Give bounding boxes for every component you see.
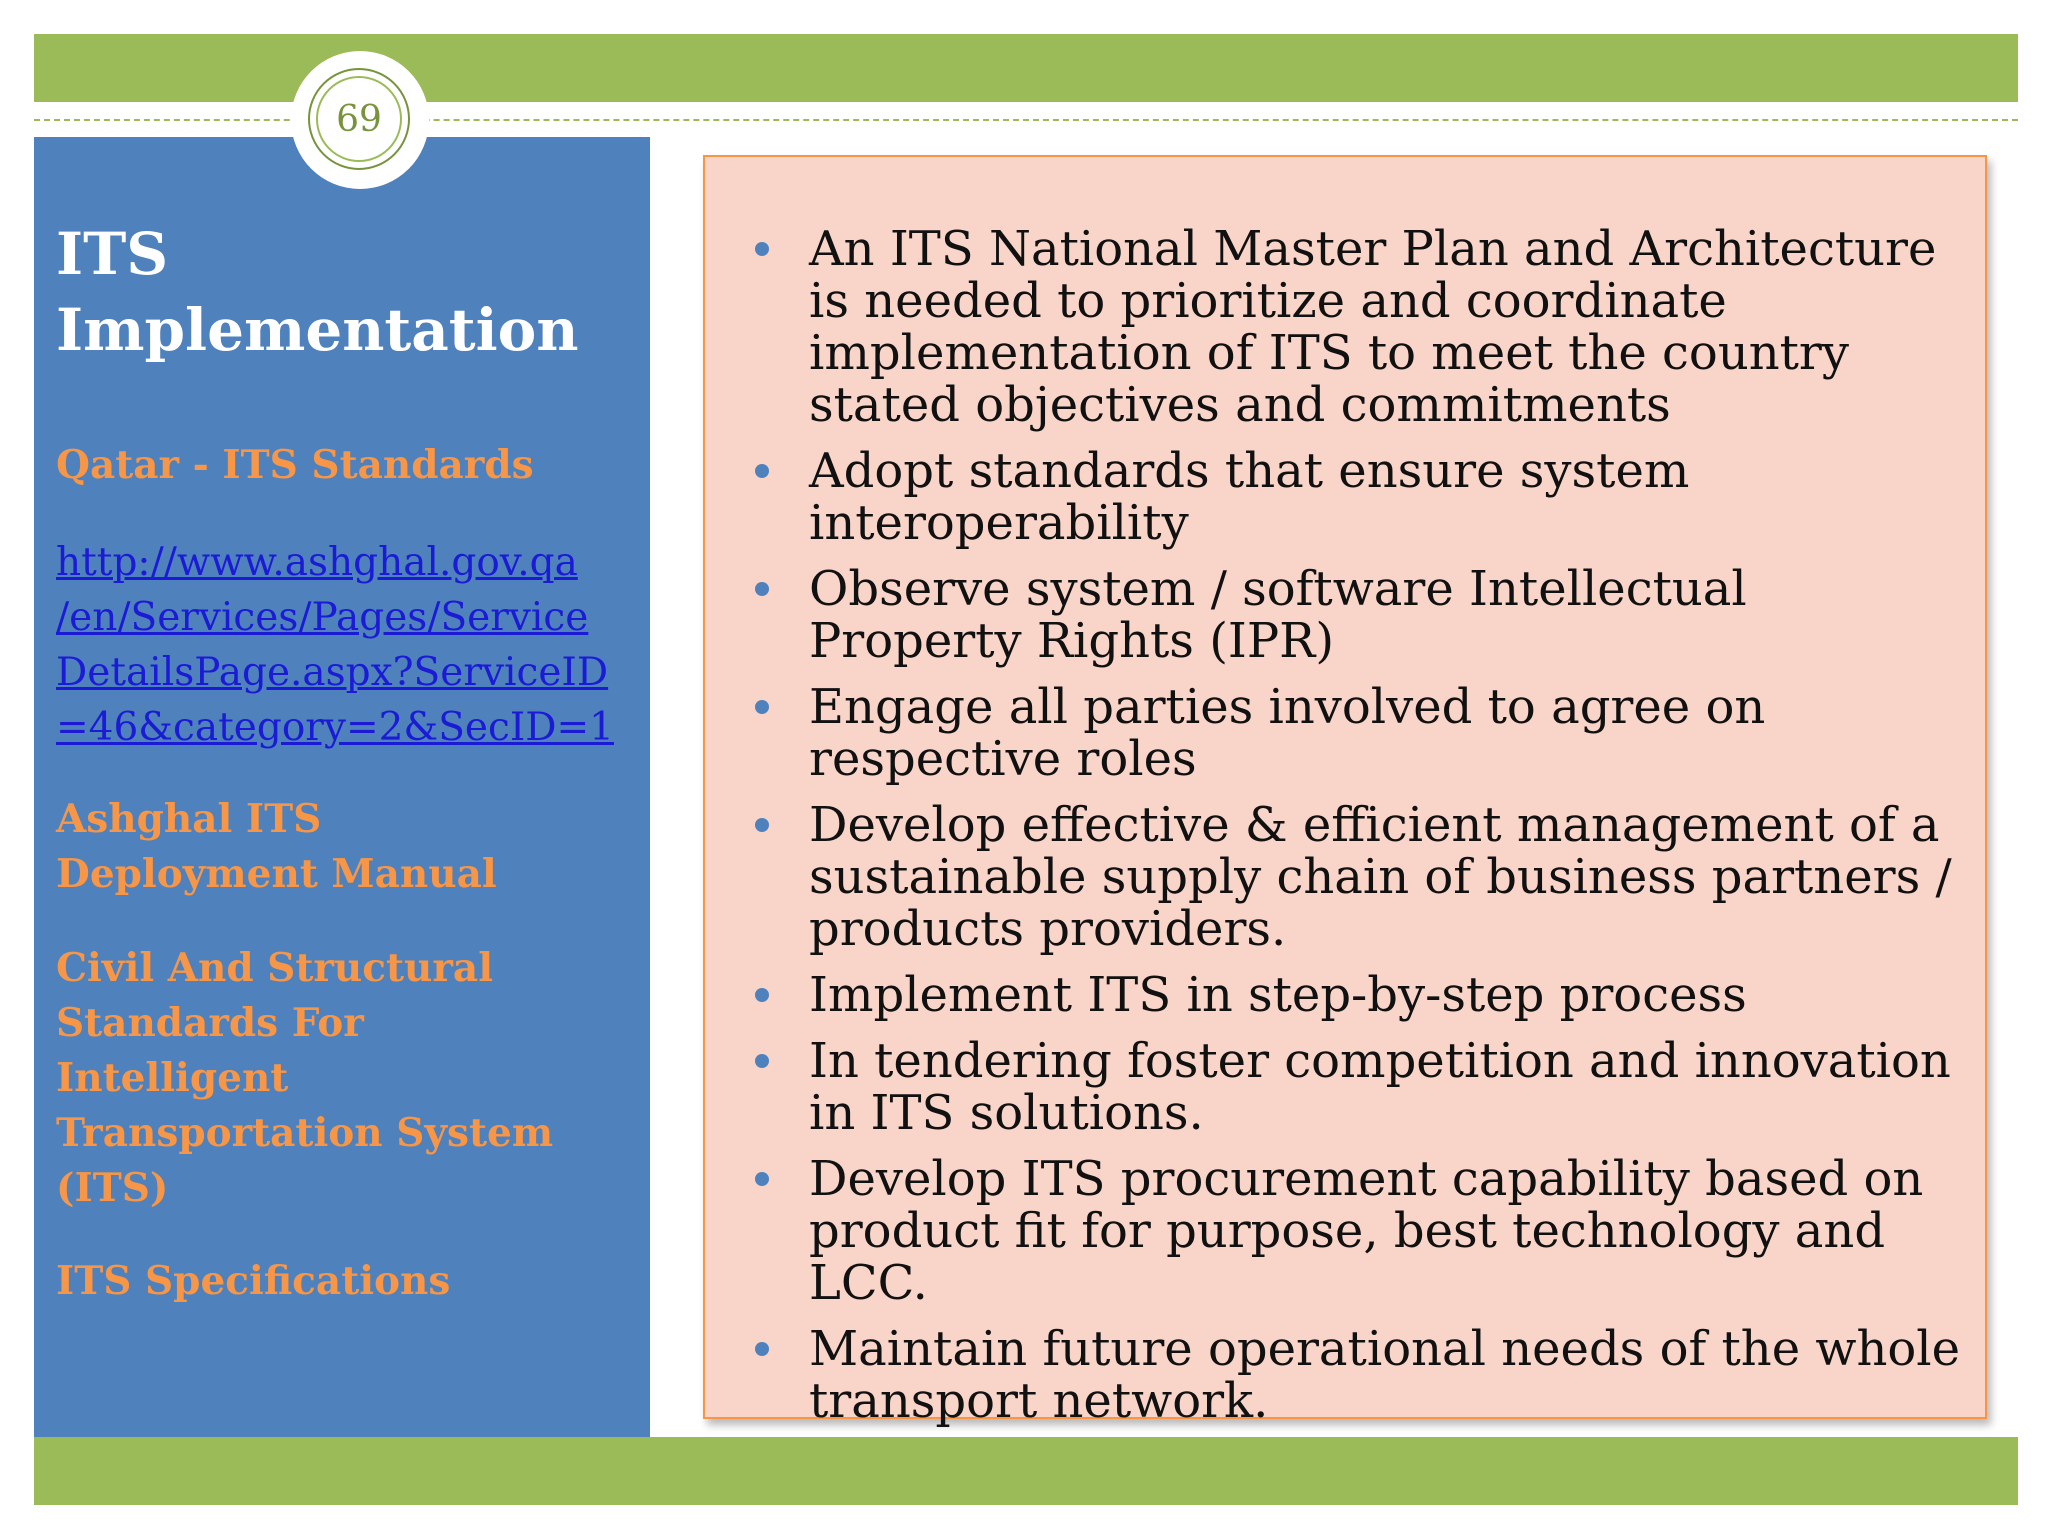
bullet-icon [755, 700, 769, 714]
bullet-icon [755, 1054, 769, 1068]
panel-title: ITS Implementation [56, 220, 579, 364]
bullet-icon [755, 242, 769, 256]
bullet-text: Develop effective & efficient management of a sustainable supply chain of business partners / products providers. [809, 797, 1952, 957]
bullet-item [755, 1035, 1970, 1139]
reference-civil-structural-standards: Civil And Structural Standards For Intelligent Transportation System (ITS) [56, 945, 554, 1211]
bullet-text: Observe system / software Intellectual Property Rights (IPR) [809, 561, 1747, 669]
bullet-text: Develop ITS procurement capability based on product fit for purpose, best technology and LCC. [809, 1151, 1924, 1311]
bullet-item [755, 799, 1970, 955]
bullet-item [755, 681, 1970, 785]
bullet-item [755, 969, 1970, 1021]
bullet-item [755, 563, 1970, 667]
bullet-icon [755, 582, 769, 596]
bullet-text: Maintain future operational needs of the whole transport network. [809, 1321, 1961, 1429]
ashghal-service-link[interactable]: http://www.ashghal.gov.qa /en/Services/Pages/Service DetailsPage.aspx?ServiceID =46&category=2&SecID=1 [56, 540, 614, 750]
bullet-text: In tendering foster competition and innovation in ITS solutions. [809, 1033, 1951, 1141]
page-number-ring [308, 68, 410, 170]
bullet-icon [755, 1172, 769, 1186]
reference-qatar-its-standards: Qatar - ITS Standards [56, 442, 534, 488]
page-number-badge [291, 51, 429, 189]
bullet-icon [755, 988, 769, 1002]
bullet-icon [755, 1342, 769, 1356]
bullet-icon [755, 818, 769, 832]
bullet-text: Adopt standards that ensure system interoperability [809, 443, 1690, 551]
bullet-icon [755, 464, 769, 478]
reference-its-specifications: ITS Specifications [56, 1258, 451, 1304]
bullet-text: An ITS National Master Plan and Architecture is needed to prioritize and coordinate implementation of ITS to meet the country stated objectives and commitments [809, 221, 1937, 433]
bottom-green-band [34, 1437, 2018, 1505]
reference-deployment-manual: Ashghal ITS Deployment Manual [56, 796, 497, 897]
bullet-item [755, 445, 1970, 549]
page-number: 69 [336, 98, 382, 140]
bullet-item [755, 223, 1970, 431]
bullet-item [755, 1323, 1970, 1427]
bullet-text: Engage all parties involved to agree on respective roles [809, 679, 1766, 787]
content-box [703, 155, 1987, 1429]
bullet-list [755, 223, 1970, 1441]
bullet-text: Implement ITS in step-by-step process [809, 967, 1747, 1023]
bullet-item [755, 1153, 1970, 1309]
